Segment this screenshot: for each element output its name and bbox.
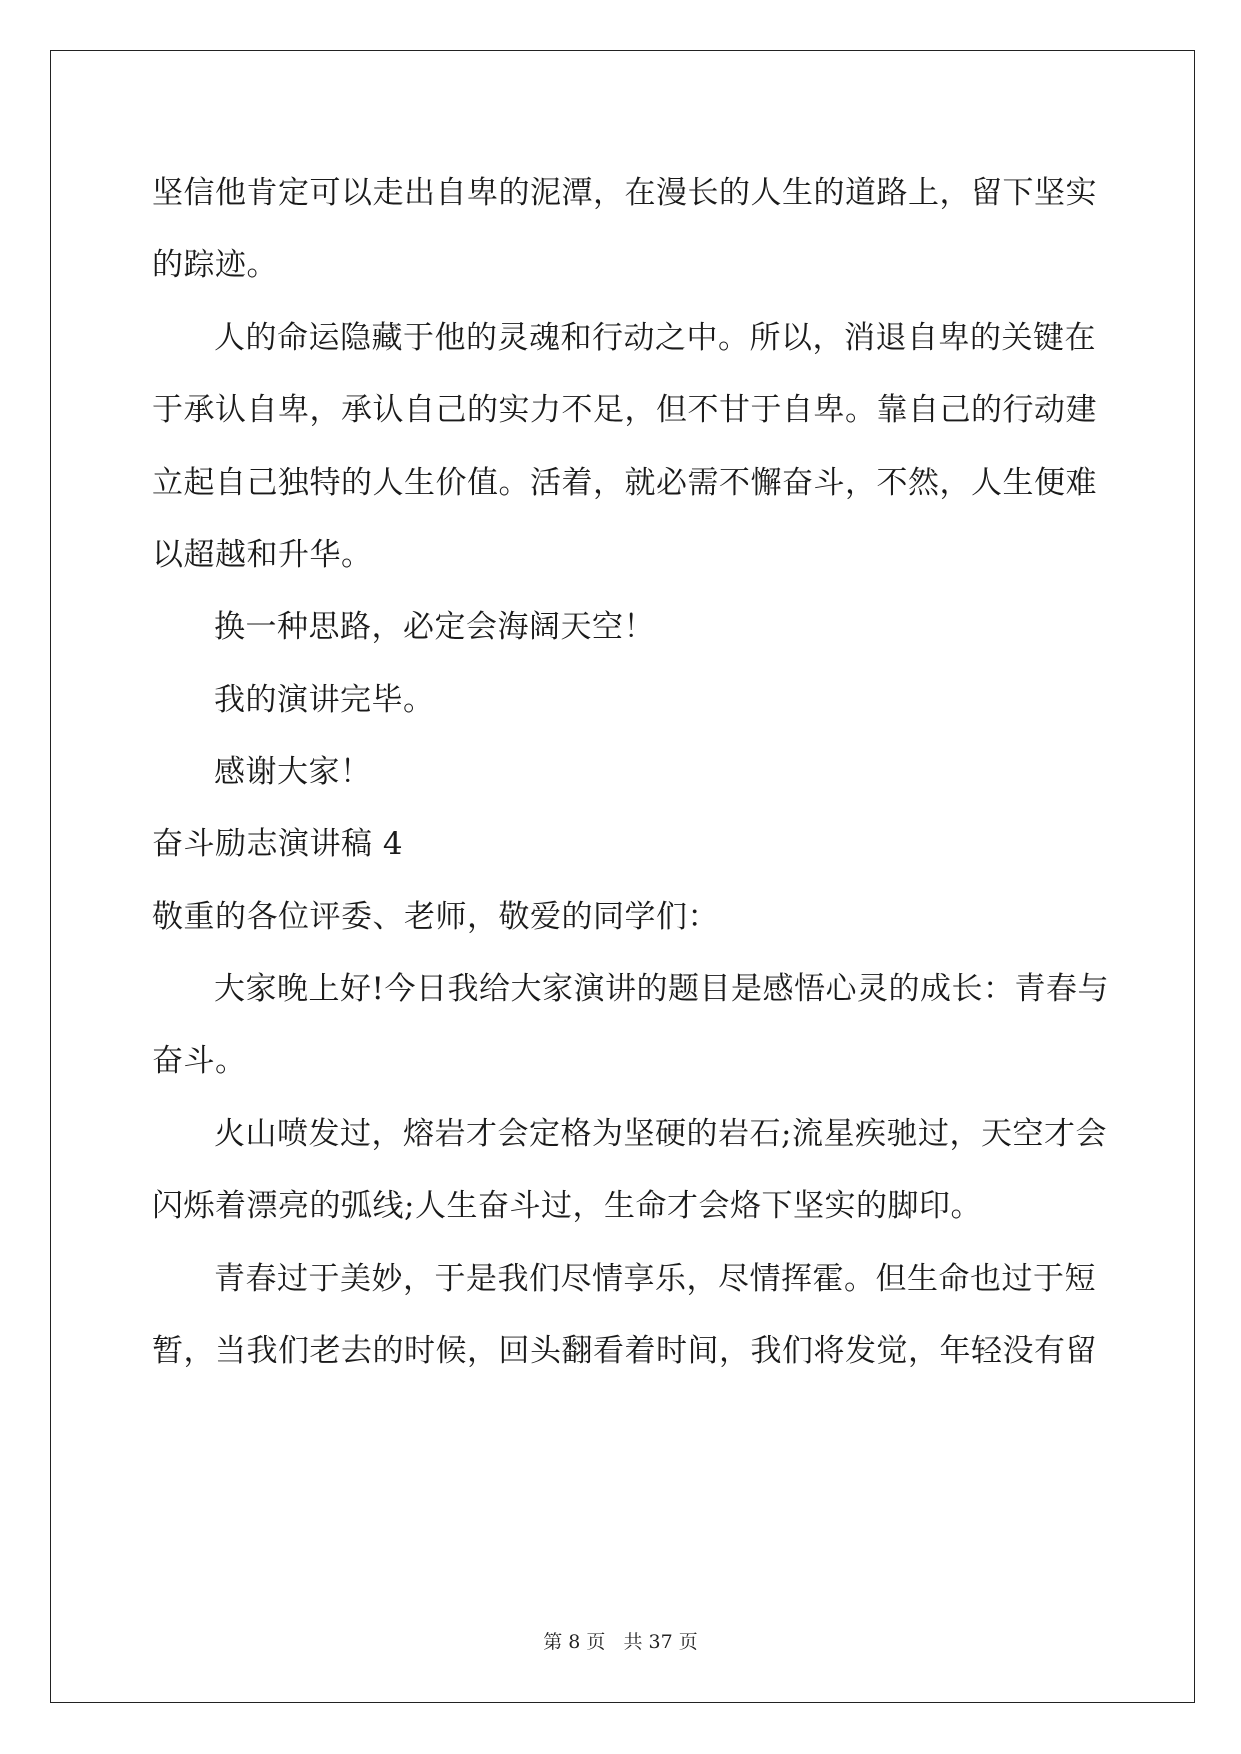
text-line: 以超越和升华。 xyxy=(152,537,373,573)
paragraph-start-line: 换一种思路，必定会海阔天空！ xyxy=(214,609,655,645)
page-number: 第 8 页 xyxy=(543,1631,606,1653)
text-line: 坚信他肯定可以走出自卑的泥潭，在漫长的人生的道路上，留下坚实 xyxy=(152,175,1097,211)
page-border xyxy=(50,50,1195,1703)
text-line: 闪烁着漂亮的弧线;人生奋斗过，生命才会烙下坚实的脚印。 xyxy=(152,1188,982,1224)
paragraph-start-line: 火山喷发过，熔岩才会定格为坚硬的岩石;流星疾驰过，天空才会 xyxy=(214,1116,1107,1152)
paragraph-start-line: 感谢大家！ xyxy=(214,754,372,790)
paragraph-start-line: 人的命运隐藏于他的灵魂和行动之中。所以，消退自卑的关键在 xyxy=(214,320,1096,356)
section-heading: 奋斗励志演讲稿 4 xyxy=(152,826,404,862)
text-line: 奋斗。 xyxy=(152,1043,247,1079)
paragraph-start-line: 大家晚上好!今日我给大家演讲的题目是感悟心灵的成长：青春与 xyxy=(214,971,1109,1007)
paragraph-start-line: 我的演讲完毕。 xyxy=(214,682,435,718)
text-line: 暂，当我们老去的时候，回头翻看着时间，我们将发觉，年轻没有留 xyxy=(152,1333,1097,1369)
paragraph-start-line: 青春过于美妙，于是我们尽情享乐，尽情挥霍。但生命也过于短 xyxy=(214,1261,1096,1297)
page-footer xyxy=(0,1630,1241,1654)
salutation-line: 敬重的各位评委、老师，敬爱的同学们： xyxy=(152,899,719,935)
text-line: 的踪迹。 xyxy=(152,247,278,283)
text-line: 于承认自卑，承认自己的实力不足，但不甘于自卑。靠自己的行动建 xyxy=(152,392,1097,428)
text-line: 立起自己独特的人生价值。活着，就必需不懈奋斗，不然，人生便难 xyxy=(152,465,1097,501)
total-pages: 共 37 页 xyxy=(623,1631,698,1653)
